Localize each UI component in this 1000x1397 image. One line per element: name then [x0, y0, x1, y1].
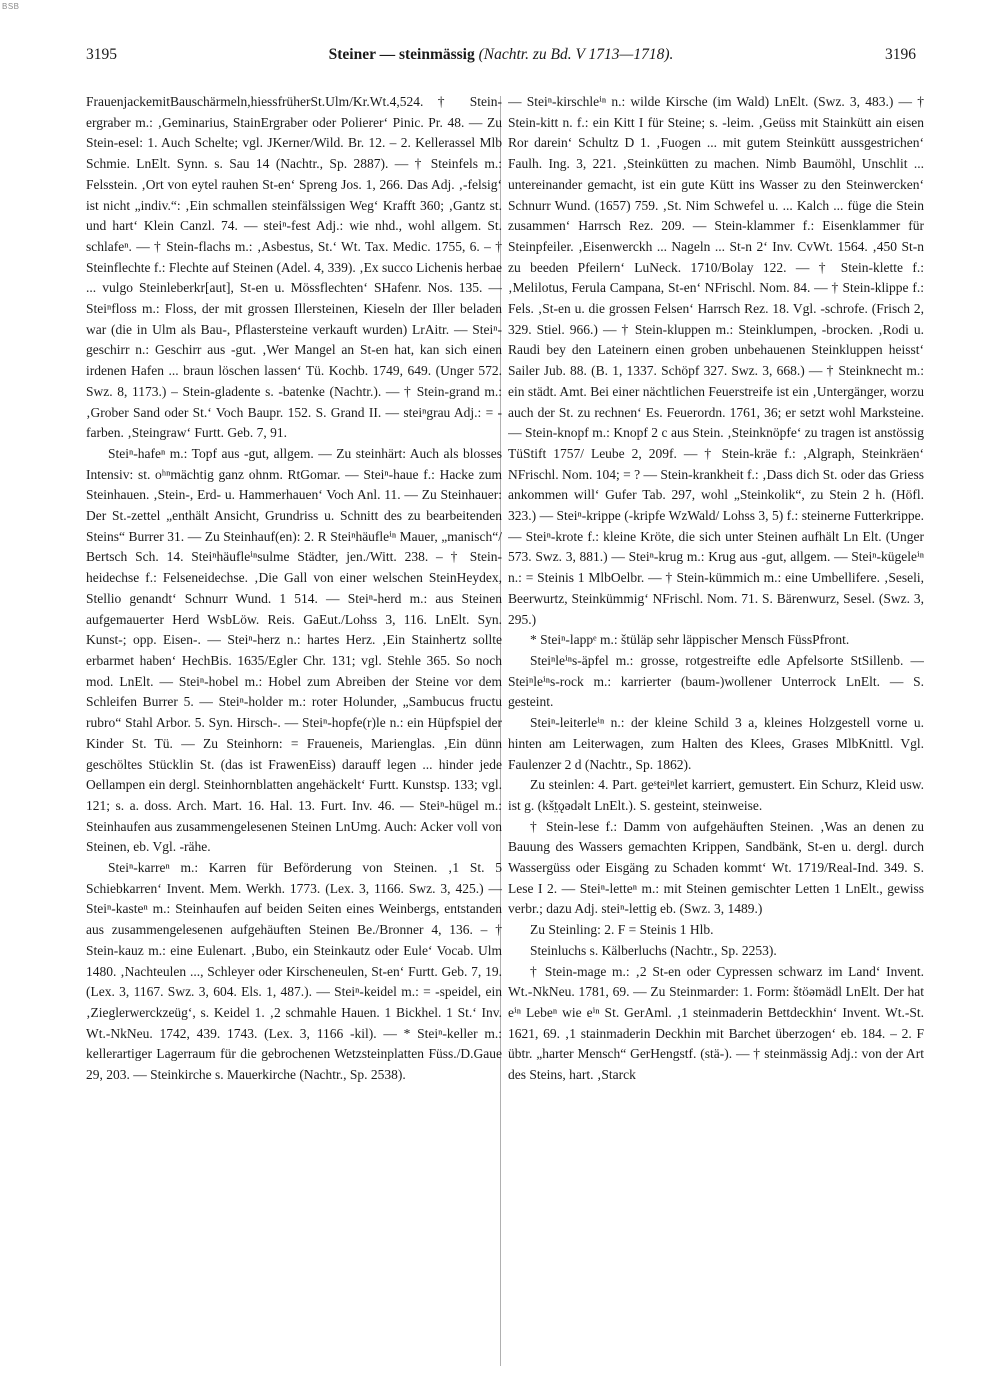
page-header	[86, 46, 916, 72]
page-number-left: 3195	[86, 46, 117, 63]
running-title-subtitle: (Nachtr. zu Bd. V 1713—1718).	[478, 46, 674, 63]
entry-paragraph: Steiⁿ-karreⁿ m.: Karren für Beförderung von Steinen. ‚1 St. 5 Schiebkarren‘ Invent. Mem. Werkh. 1773. (Lex. 3, 1166. Swz. 3, 425.) — Steiⁿ-kasteⁿ m.: Steinhaufen auf beiden Seiten eines Weinbergs, entstanden aus zusammengelesenen aufgehäuften Steinen Be./Bronner 4, 136. – † Stein-kauz m.: eine Eulenart. ‚Bubo, ein Steinkautz oder Eule‘ Vocab. Ulm 1480. ‚Nachteulen ..., Schleyer oder Kirscheneulen, St-en‘ Furtt. Geb. 7, 19. (Lex. 3, 1167. Swz. 3, 604. Els. 1, 487.). — Steiⁿ-keidel m.: = -speidel, ein ‚Zieglerwerckzeüg‘, s. Keidel 1. ‚2 schmahle Hauen. 1 Bickhel. 1 St.‘ Inv. Wt.-NkNeu. 1742, 439. 1743. (Lex. 3, 1166 -kil). — * Steiⁿ-keller m.: kellerartiger Lagerraum für die gebrochenen Wetzsteinplatten Füss./D.Gaue 29, 203. — Steinkirche s. Mauerkirche (Nachtr., Sp. 2538).	[86, 860, 502, 1083]
running-title-main: Steiner — steinmässig	[328, 46, 475, 63]
entry-paragraph: † Stein-mage m.: ‚2 St-en oder Cypressen schwarz im Land‘ Invent. Wt.-NkNeu. 1781, 69. — Zu Steinmarder: 1. Form: štöəmädl LnElt. Der hat eⁱⁿ Lebeⁿ wie eⁱⁿ St. GerAml. ‚1 steinmaderin Bettdeckhin‘ Invent. Wt.-St. 1621, 69. ‚1 stainmaderin Deckhin mit Barchet überzogen‘ eb. 184. – 2. F übtr. „harter Mensch“ GerHengstf. (stä-). — † steinmässig Adj.: von der Art des Steins, hart. ‚Starck	[508, 963, 924, 1083]
entry-paragraph: — Steiⁿ-kirschleⁱⁿ n.: wilde Kirsche (im Wald) LnElt. (Swz. 3, 483.) — † Stein-kitt n. f.: ein Kitt I für Steine; s. -leim. ‚Geüss mit Stainkütt ain eisen Ror darein‘ Schultz D 1. ‚Fuogen ... mit gutem Steinkütt aussgestrichen‘ Faulh. Ing. 3, 221. ‚Steinkütten zu machen. Nimb Baumöhl, Unschlit ... untereinander gemacht, ist ein gute Kütt ins Wasser zu den Steinwercken‘ Schnurr Wund. (1657) 759. ‚St. Nim Schwefel u. ... Kalch ... füge die Stein zusammen‘ Harrsch Rez. 209. — Stein-klammer f.: Eisenklammer für Steinpfeiler. ‚Eisenwerckh ... Nageln ... St-n 2‘ Inv. CvWt. 1564. ‚450 St-n zu beeden Pfeilern‘ LuNeck. 1710/Bolay 122. — † Stein-klette f.: ‚Melilotus, Ferula Campana, St-en‘ NFrischl. Nom. 84. — † Stein-klippe f.: Fels. ‚St-en u. die grossen Felsen‘ Harrsch Rez. 18. Vgl. -schrofe. (Frisch 2, 329. Stiel. 966.) — † Stein-kluppen m.: Steinklumpen, -brocken. ‚Rodi u. Raudi bey den Lateinern einen groben unbehauenen Steinkluppen heisst‘ Sailer Jub. 88. (B. 1, 1337. Schöpf 327. Swz. 3, 668.) — † Steinknecht m.: ein städt. Amt. Bei einer nächtlichen Feuerstreife ist ein ‚Untergänger, worzu auch der St. zu rechnen‘ Es. Feuerordn. 1761, 36; er setzt wohl Marksteine. — Stein-knopf m.: Knopf 2 c aus Stein. ‚Steinknöpfe‘ zu tragen ist anstössig TüStift 1757/ Leube 2, 209f. — † Stein-kräe f.: ‚Algraph, Steinkräen‘ NFrischl. Nom. 104; = ? — Stein-krankheit f.: ‚Dass dich St. oder das Griess ankommen will‘ Gufer Tab. 297, wohl „Steinkolik“, zu Stein 2 h. (Höfl. 323.) — Steiⁿ-krippe (-kripfe WzWald/ Lohss 3, 5) f.: steinerne Futterkrippe. — Steiⁿ-krote f.: kleine Kröte, die sich unter Steinen aufhält Ln Elt. (Unger 573. Swz. 3, 881.) — Steiⁿ-krug m.: Krug aus -gut, allgem. — Steiⁿ-kügeleⁱⁿ n.: = Steinis 1 MlbOelbr. — † Stein-kümmich m.: eine Umbellifere. ‚Seseli, Beerwurtz, Steinkümmig‘ NFrischl. Nom. 71. S. Bärenwurz, Sesel. (Swz. 3, 295.)	[508, 94, 924, 627]
entry-paragraph: Zu Steinling: 2. F = Steinis 1 Hlb.	[530, 922, 714, 938]
page-number-right: 3196	[885, 46, 916, 63]
left-column	[86, 92, 502, 1372]
right-column	[508, 92, 924, 1372]
entry-paragraph: FrauenjackemitBauschärmeln,hiessfrüherSt.Ulm/Kr.Wt.4,524. † Stein-ergraber m.: ‚Geminarius, StainErgraber oder Polierer‘ Pinic. Pr. 48. — Zu Stein-esel: 1. Auch Schelte; vgl. JKerner/Wild. Br. 12. – 2. Kellerassel Mlb Schmie. LnElt. Synn. s. Sau 14 (Nachtr., Sp. 2887). — † Steinfels m.: Felsstein. ‚Ort von eytel rauhen St-en‘ Spreng Jos. 1, 266. Das Adj. ‚-felsig‘ ist nicht „indiv.“: ‚Ein schmallen steinfälssigen Weg‘ Krafft 360; ‚Gantz st. und hart‘ Klein Canzl. 74. — steiⁿ-fest Adj.: wie nhd., wohl allgem. St. schlafeⁿ. — † Stein-flachs m.: ‚Asbestus, St.‘ Wt. Tax. Medic. 1755, 6. – † Steinflechte f.: Flechte auf Steinen (Adel. 4, 339). ‚Ex succo Lichenis herbae ... vulgo Steinleberkr[aut], St-en u. Mössflechten‘ SHafenr. Nos. 135. — Steiⁿfloss m.: Floss, der mit grossen Illersteinen, Kieseln der Iller beladen war (die in Ulm als Bau-, Pflastersteine verkauft wurden) LrAitr. — Steiⁿ-geschirr n.: Geschirr aus -gut. ‚Wer Mangel an St-en hat, kan sich einen irdenen Hafen ... braun löschen lassen‘ Tü. Kochb. 1749, 649. (Unger 572. Swz. 8, 1173.) – Stein-gladente s. -batenke (Nachtr.). — † Stein-grand m.: ‚Grober Sand oder St.‘ Voch Baupr. 152. S. Grand II. — steiⁿgrau Adj.: = -farben. ‚Steingraw‘ Furtt. Geb. 7, 91.	[86, 94, 502, 441]
library-watermark: BSB	[2, 2, 20, 11]
entry-paragraph: † Stein-lese f.: Damm von aufgehäuften Steinen. ‚Was an denen zu Bauung des Wassers gemachten Krippen, Sandbänk, St-en u. dergl. durch Wassergüss oder Eisgäng zu Schaden kommt‘ Wt. 1719/Real-Ind. 349. S. Lese I 2. — Steiⁿ-letteⁿ m.: mit Steinen gemischter Letten 1 LnElt., gewiss verbr.; dazu Adj. steiⁿ-lettig eb. (Swz. 3, 1489.)	[508, 818, 924, 917]
running-title	[86, 46, 916, 64]
entry-paragraph: Steiⁿ-leiterleⁱⁿ n.: der kleine Schild 3 a, kleines Holzgestell vorne u. hinten am Leiterwagen, zum Halten des Klees, Grases MlbKnittl. Vgl. Faulenzer 2 d (Nachtr., Sp. 1862).	[508, 715, 924, 772]
entry-paragraph: * Steiⁿ-lappᵉ m.: štüläp sehr läppischer Mensch FüssPfront.	[530, 632, 850, 648]
entry-paragraph: Steiⁿ-hafeⁿ m.: Topf aus -gut, allgem. — Zu steinhärt: Auch als blosses Intensiv: st. oʰⁿmächtig ganz ohnm. RtGomar. — Steiⁿ-haue f.: Hacke zum Steinhauen. ‚Stein-, Erd- u. Hammerhauen‘ Voch Anl. 11. — Zu Steinhauer: Der St.-zettel „enthält Ansicht, Grundriss u. Schnitt des zu bearbeitenden Steins“ Burrer 31. — Zu Steinhauf(en): 2. R Steiⁿhäufleⁱⁿ Mauer, „manisch“/ Bertsch Sch. 14. Steiⁿhäufleⁱⁿsulme Städter, jen./Witt. 238. – † Stein-heidechse f.: Felseneidechse. ‚Die Gall von einer welschen SteinHeydex, Stellio genandt‘ Schnurr Wund. 1 514. — Steiⁿ-herd m.: aus Steinen aufgemauerter Herd WsbLöw. Reis. GaEut./Lohss 3, 116. LnElt. Syn. Kunst-; opp. Eisen-. — Steiⁿ-herz n.: hartes Herz. ‚Ein Stainhertz sollte erbarmet haben‘ HechBis. 1635/Egler Chr. 131; vgl. Stehle 365. So noch mod. LnElt. — Steiⁿ-hobel m.: Hobel zum Abreiben der Steine vor dem Schleifen Burrer 5. — Steiⁿ-holder m.: roter Holunder, „Sambucus fructu rubro“ Stahl Arbor. 5. Syn. Hirsch-. — Steiⁿ-hopfe(r)le n.: ein Hüpfspiel der Kinder St. Tü. — Zu Steinhorn: = Fraueneis, Marienglas. ‚Ein dünn geschöltes Stücklin St. (das ist FrawenEiss) darauff legen ... hinder jede Oellampen ein dergl. Steinhornblatten angehäckelt‘ Furtt. Kunstsp. 133; vgl. 121; s. a. doss. Arch. Mart. 16. Hal. 13. Furt. Inv. 46. — Steiⁿ-hügel m.: Steinhaufen aus zusammengelesenen Steinen LnUmg. Auch: Acker voll von Steinen, eb. Vgl. -rähe.	[86, 445, 502, 855]
entry-paragraph: Steinluchs s. Kälberluchs (Nachtr., Sp. 2253).	[530, 942, 777, 958]
entry-paragraph: Steiⁿleⁱⁿs-äpfel m.: grosse, rotgestreifte edle Apfelsorte StSillenb. — Steiⁿleⁱⁿs-rock m.: karrierter (baum-)wollener Unterrock LnElt. — S. gesteint.	[508, 652, 924, 710]
entry-paragraph: Zu steinlen: 4. Part. geˢteiⁿlet karriert, gemustert. Ein Schurz, Kleid usw. ist g. (kšt̤ǫədəlt LnElt.). S. gesteint, steinweise.	[508, 777, 924, 813]
